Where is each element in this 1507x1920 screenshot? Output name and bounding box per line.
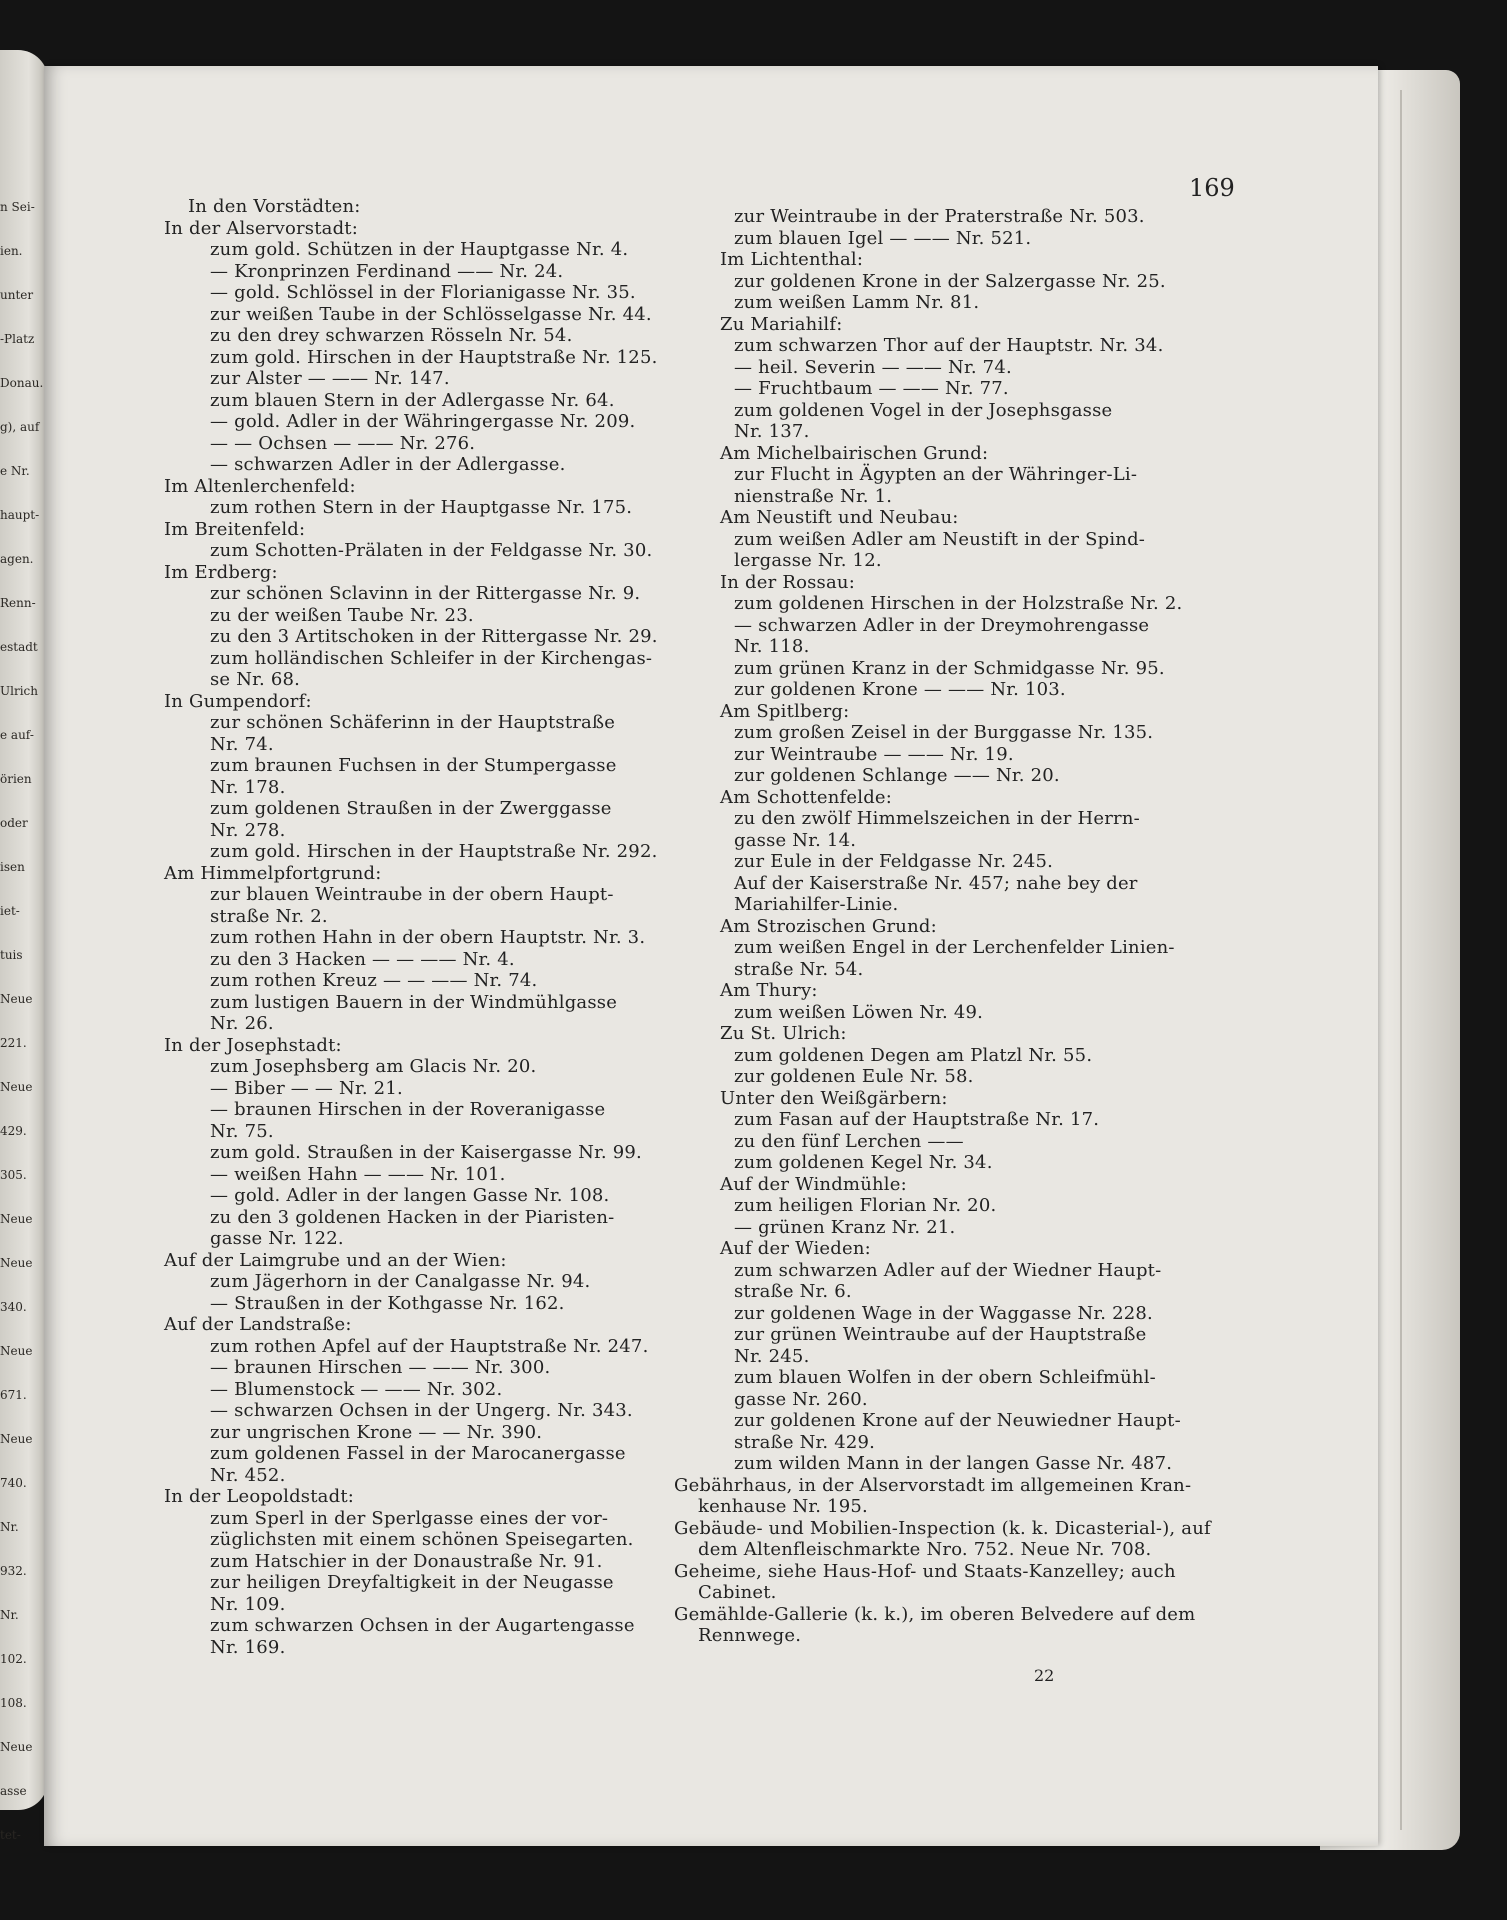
left-column-line: — Biber — — Nr. 21. <box>210 1077 403 1099</box>
left-column-line: zum blauen Stern in der Adlergasse Nr. 64. <box>210 389 615 411</box>
left-column-line: zum holländischen Schleifer in der Kirchengas- <box>210 647 653 669</box>
left-column-line: zum schwarzen Ochsen in der Augartengasse <box>210 1615 635 1636</box>
right-column-line: In der Rossau: <box>720 571 855 593</box>
left-column-line: zum rothen Stern in der Hauptgasse Nr. 175. <box>210 497 633 518</box>
left-column-line: Im Erdberg: <box>164 561 278 583</box>
right-column-line: zum goldenen Kegel Nr. 34. <box>734 1152 993 1173</box>
right-column-line: Auf der Kaiserstraße Nr. 457; nahe bey der <box>734 872 1138 894</box>
left-column-line: In den Vorstädten: <box>188 196 361 217</box>
left-column-line: zum Jägerhorn in der Canalgasse Nr. 94. <box>210 1271 591 1292</box>
facing-page-fragment: tuis <box>0 948 23 962</box>
right-column-line: Im Lichtenthal: <box>720 249 864 270</box>
right-column-line: Auf der Windmühle: <box>720 1173 907 1195</box>
left-column-line: Nr. 74. <box>210 733 274 755</box>
facing-page-fragment: Neue <box>0 1344 33 1358</box>
left-column-line: zur weißen Taube in der Schlösselgasse Nr. 44. <box>210 303 652 325</box>
left-column-line: gasse Nr. 122. <box>210 1228 344 1249</box>
left-column-line: zu der weißen Taube Nr. 23. <box>210 604 474 626</box>
left-column-line: Im Altenlerchenfeld: <box>164 475 356 497</box>
left-column-line: — weißen Hahn — —— Nr. 101. <box>210 1163 506 1185</box>
facing-page-fragment: 305. <box>0 1168 27 1182</box>
left-column-line: — schwarzen Ochsen in der Ungerg. Nr. 343. <box>210 1400 633 1421</box>
facing-page-fragment: Neue <box>0 992 33 1006</box>
right-column-line: Am Thury: <box>720 980 818 1001</box>
left-column-line: zum gold. Hirschen in der Hauptstraße Nr. 125. <box>210 346 658 368</box>
facing-page-fragment: örien <box>0 772 32 786</box>
left-column-line: zum Josephsberg am Glacis Nr. 20. <box>210 1056 537 1077</box>
right-column-line: — grünen Kranz Nr. 21. <box>734 1216 956 1238</box>
left-column-line: zur schönen Schäferinn in der Hauptstraße <box>210 712 616 733</box>
right-column-line: Am Michelbairischen Grund: <box>720 442 989 464</box>
left-column-line: Auf der Landstraße: <box>164 1314 352 1335</box>
left-column-line: zum gold. Straußen in der Kaisergasse Nr. 99. <box>210 1142 642 1163</box>
right-column-line: zu den fünf Lerchen —— <box>734 1130 964 1152</box>
right-column-line: Rennwege. <box>698 1625 802 1646</box>
page-number: 169 <box>1189 174 1235 202</box>
right-column-line: Geheime, siehe Haus-Hof- und Staats-Kanzelley; auch <box>674 1560 1176 1582</box>
right-column-line: zur goldenen Krone — —— Nr. 103. <box>734 679 1066 700</box>
left-column-line: Nr. 75. <box>210 1120 274 1142</box>
facing-page-fragment: e auf- <box>0 728 34 742</box>
left-column-line: — — Ochsen — —— Nr. 276. <box>210 432 476 454</box>
facing-page-fragment: Nr. <box>0 1520 19 1534</box>
left-column-line: zum rothen Hahn in der obern Hauptstr. Nr. 3. <box>210 927 646 948</box>
left-column-line: In der Josephstadt: <box>164 1034 342 1056</box>
facing-page-fragment: Neue <box>0 1080 33 1094</box>
right-column-line: zum schwarzen Adler auf der Wiedner Haupt- <box>734 1259 1162 1281</box>
facing-page-fragment: n Sei- <box>0 200 35 214</box>
left-column-line: In der Leopoldstadt: <box>164 1486 355 1507</box>
right-column-line: zur goldenen Krone in der Salzergasse Nr. 25. <box>734 270 1166 292</box>
right-column-line: zur goldenen Schlange —— Nr. 20. <box>734 765 1060 786</box>
right-column-line: zum Fasan auf der Hauptstraße Nr. 17. <box>734 1109 1100 1130</box>
facing-page-fragment: 108. <box>0 1696 27 1710</box>
right-column-line: zum goldenen Hirschen in der Holzstraße Nr. 2. <box>734 593 1183 614</box>
right-column-line: zum goldenen Vogel in der Josephsgasse <box>734 399 1113 421</box>
left-column-line: — gold. Adler in der Währingergasse Nr. 209. <box>210 411 636 432</box>
facing-page-fragment: 429. <box>0 1124 27 1138</box>
left-column-line: zum gold. Hirschen in der Hauptstraße Nr. 292. <box>210 841 658 862</box>
facing-page-fragment: iet- <box>0 904 20 918</box>
left-column-line: zu den 3 Artitschoken in der Rittergasse Nr. 29. <box>210 626 658 647</box>
right-column-line: — Fruchtbaum — —— Nr. 77. <box>734 378 1009 399</box>
right-column-line: zum weißen Löwen Nr. 49. <box>734 1001 984 1023</box>
right-column-line: zum heiligen Florian Nr. 20. <box>734 1195 997 1216</box>
facing-page-fragment: Neue <box>0 1212 33 1226</box>
left-column-line: zu den 3 goldenen Hacken in der Piaristen- <box>210 1206 615 1228</box>
left-column-line: zu den drey schwarzen Rösseln Nr. 54. <box>210 325 573 346</box>
signature-mark: 22 <box>1034 1666 1055 1685</box>
right-column-line: zum schwarzen Thor auf der Hauptstr. Nr. 34. <box>734 335 1164 356</box>
right-column-line: zur Flucht in Ägypten an der Währinger-Li- <box>734 464 1138 485</box>
facing-page-fragment: Renn- <box>0 596 36 610</box>
left-column-line: zum braunen Fuchsen in der Stumpergasse <box>210 755 617 776</box>
right-column-line: Am Strozischen Grund: <box>720 915 937 937</box>
left-column-line: Nr. 169. <box>210 1636 286 1658</box>
left-column-line: zum rothen Kreuz — — —— Nr. 74. <box>210 970 538 991</box>
left-column-line: zur heiligen Dreyfaltigkeit in der Neugasse <box>210 1572 614 1593</box>
right-column-line: kenhause Nr. 195. <box>698 1496 868 1517</box>
facing-page-fragment: tet- <box>0 1828 21 1842</box>
left-column-line: Nr. 26. <box>210 1013 274 1034</box>
right-column-line: — heil. Severin — —— Nr. 74. <box>734 356 1012 378</box>
right-column-line: zur goldenen Eule Nr. 58. <box>734 1066 974 1087</box>
left-column-line: zum goldenen Fassel in der Marocanergasse <box>210 1443 626 1464</box>
facing-page-fragment: estadt <box>0 640 38 654</box>
left-column-line: Im Breitenfeld: <box>164 518 306 540</box>
facing-page-fragment: 932. <box>0 1564 27 1578</box>
right-column-line: zum großen Zeisel in der Burggasse Nr. 135. <box>734 722 1154 743</box>
right-column-line: Auf der Wieden: <box>720 1238 871 1259</box>
facing-page-fragment: Neue <box>0 1432 33 1446</box>
left-column-line: Am Himmelpfortgrund: <box>164 862 382 884</box>
left-column-line: Nr. 109. <box>210 1593 286 1615</box>
right-column-line: straße Nr. 54. <box>734 958 864 980</box>
left-column-line: zum Hatschier in der Donaustraße Nr. 91. <box>210 1550 603 1572</box>
left-column-line: straße Nr. 2. <box>210 905 328 927</box>
facing-page-fragment: ien. <box>0 244 23 258</box>
right-column-line: Am Spitlberg: <box>720 700 850 722</box>
right-column-line: Am Neustift und Neubau: <box>720 507 959 528</box>
facing-page-fragment: 740. <box>0 1476 27 1490</box>
facing-page-fragment: -Platz <box>0 332 35 346</box>
right-column-line: Gebährhaus, in der Alservorstadt im allgemeinen Kran- <box>674 1474 1192 1496</box>
facing-page-fragment: oder <box>0 816 28 830</box>
right-column-line: nienstraße Nr. 1. <box>734 485 893 507</box>
right-column-line: zur goldenen Wage in der Waggasse Nr. 228. <box>734 1302 1153 1324</box>
left-column-line: zum Schotten-Prälaten in der Feldgasse Nr. 30. <box>210 540 653 561</box>
facing-page-fragment: haupt- <box>0 508 40 522</box>
right-column-line: zu den zwölf Himmelszeichen in der Herrn- <box>734 808 1140 829</box>
right-column-line: zum weißen Lamm Nr. 81. <box>734 292 980 313</box>
right-column-line: zum blauen Igel — —— Nr. 521. <box>734 227 1032 249</box>
facing-page-fragment: agen. <box>0 552 34 566</box>
facing-page-fragment: unter <box>0 288 34 302</box>
right-column-line: lergasse Nr. 12. <box>734 550 882 571</box>
left-column-line: se Nr. 68. <box>210 669 301 690</box>
right-column-line: zur grünen Weintraube auf der Hauptstraße <box>734 1324 1147 1345</box>
right-column <box>674 206 1274 1647</box>
left-column-line: — braunen Hirschen in der Roveranigasse <box>210 1099 606 1120</box>
right-column-line: Unter den Weißgärbern: <box>720 1087 948 1109</box>
right-column-line: gasse Nr. 14. <box>734 829 857 851</box>
left-column-line: Nr. 178. <box>210 776 286 798</box>
facing-page-fragment: 340. <box>0 1300 27 1314</box>
right-column-line: Cabinet. <box>698 1582 777 1603</box>
right-column-line: Nr. 137. <box>734 421 810 442</box>
left-column-line: — gold. Schlössel in der Florianigasse Nr. 35. <box>210 282 636 303</box>
right-column-line: Gemählde-Gallerie (k. k.), im oberen Belvedere auf dem <box>674 1603 1196 1625</box>
right-column-line: straße Nr. 429. <box>734 1431 876 1453</box>
right-column-line: Am Schottenfelde: <box>720 786 893 808</box>
left-column <box>164 196 709 1658</box>
right-column-line: zum goldenen Degen am Platzl Nr. 55. <box>734 1044 1093 1066</box>
facing-page-fragment: 221. <box>0 1036 27 1050</box>
left-column-line: — Straußen in der Kothgasse Nr. 162. <box>210 1292 565 1314</box>
left-column-line: Nr. 278. <box>210 819 286 841</box>
left-column-line: zum gold. Schützen in der Hauptgasse Nr. 4. <box>210 239 629 260</box>
right-column-line: Nr. 118. <box>734 636 810 657</box>
left-column-line: — schwarzen Adler in der Adlergasse. <box>210 454 566 475</box>
facing-page-fragment: Nr. <box>0 1608 19 1622</box>
right-column-line: zur Eule in der Feldgasse Nr. 245. <box>734 851 1054 872</box>
right-column-line: zur goldenen Krone auf der Neuwiedner Haupt- <box>734 1410 1181 1431</box>
facing-page-fragment: Neue <box>0 1256 33 1270</box>
left-column-line: — Kronprinzen Ferdinand —— Nr. 24. <box>210 260 564 282</box>
left-column-line: zur ungrischen Krone — — Nr. 390. <box>210 1421 543 1443</box>
left-column-line: zur schönen Sclavinn in der Rittergasse Nr. 9. <box>210 583 641 604</box>
left-column-line: zum Sperl in der Sperlgasse eines der vor- <box>210 1507 609 1529</box>
facing-page-fragment: 102. <box>0 1652 27 1666</box>
right-column-line: gasse Nr. 260. <box>734 1388 868 1410</box>
right-column-line: Zu St. Ulrich: <box>720 1023 847 1044</box>
facing-page-fragment: Ulrich <box>0 684 38 698</box>
right-column-line: zum weißen Adler am Neustift in der Spind- <box>734 528 1146 550</box>
left-column-line: zu den 3 Hacken — — —— Nr. 4. <box>210 948 515 970</box>
facing-page-edge <box>0 50 48 1842</box>
right-column-line: zur Weintraube — —— Nr. 19. <box>734 743 1014 765</box>
left-column-line: zur Alster — —— Nr. 147. <box>210 368 450 389</box>
left-column-line: zum goldenen Straußen in der Zwerggasse <box>210 798 612 819</box>
left-column-line: zum rothen Apfel auf der Hauptstraße Nr. 247. <box>210 1335 649 1357</box>
left-column-line: züglichsten mit einem schönen Speisegarten. <box>210 1529 634 1550</box>
left-column-line: — braunen Hirschen — —— Nr. 300. <box>210 1357 551 1378</box>
facing-page-fragment: 671. <box>0 1388 27 1402</box>
right-column-line: dem Altenfleischmarkte Nro. 752. Neue Nr. 708. <box>698 1539 1152 1560</box>
facing-page-fragment: isen <box>0 860 25 874</box>
right-column-line: Gebäude- und Mobilien-Inspection (k. k. Dicasterial-), auf <box>674 1517 1211 1539</box>
right-column-line: Nr. 245. <box>734 1345 810 1367</box>
book-page <box>44 66 1378 1846</box>
left-column-line: Auf der Laimgrube und an der Wien: <box>164 1249 507 1271</box>
right-column-line: zum grünen Kranz in der Schmidgasse Nr. 95. <box>734 657 1165 679</box>
right-column-line: straße Nr. 6. <box>734 1281 852 1302</box>
right-column-line: Mariahilfer-Linie. <box>734 894 899 915</box>
facing-page-fragment: e Nr. <box>0 464 30 478</box>
left-column-line: In der Alservorstadt: <box>164 217 359 239</box>
facing-page-fragment: Donau. <box>0 376 44 390</box>
left-column-line: zum lustigen Bauern in der Windmühlgasse <box>210 991 618 1013</box>
right-column-line: zum blauen Wolfen in der obern Schleifmühl- <box>734 1367 1156 1388</box>
right-column-line: — schwarzen Adler in der Dreymohrengasse <box>734 614 1150 636</box>
right-column-line: zur Weintraube in der Praterstraße Nr. 503. <box>734 206 1145 227</box>
right-column-line: Zu Mariahilf: <box>720 313 843 335</box>
left-column-line: Nr. 452. <box>210 1464 286 1486</box>
right-column-line: zum weißen Engel in der Lerchenfelder Linien- <box>734 937 1175 958</box>
right-column-line: zum wilden Mann in der langen Gasse Nr. 487. <box>734 1453 1173 1474</box>
facing-page-fragment: asse <box>0 1784 27 1798</box>
left-column-line: In Gumpendorf: <box>164 690 312 712</box>
facing-page-fragment: g), auf <box>0 420 40 434</box>
facing-page-fragment: Neue <box>0 1740 33 1754</box>
left-column-line: zur blauen Weintraube in der obern Haupt- <box>210 884 614 905</box>
left-column-line: — gold. Adler in der langen Gasse Nr. 108. <box>210 1185 610 1206</box>
left-column-line: — Blumenstock — —— Nr. 302. <box>210 1378 503 1400</box>
